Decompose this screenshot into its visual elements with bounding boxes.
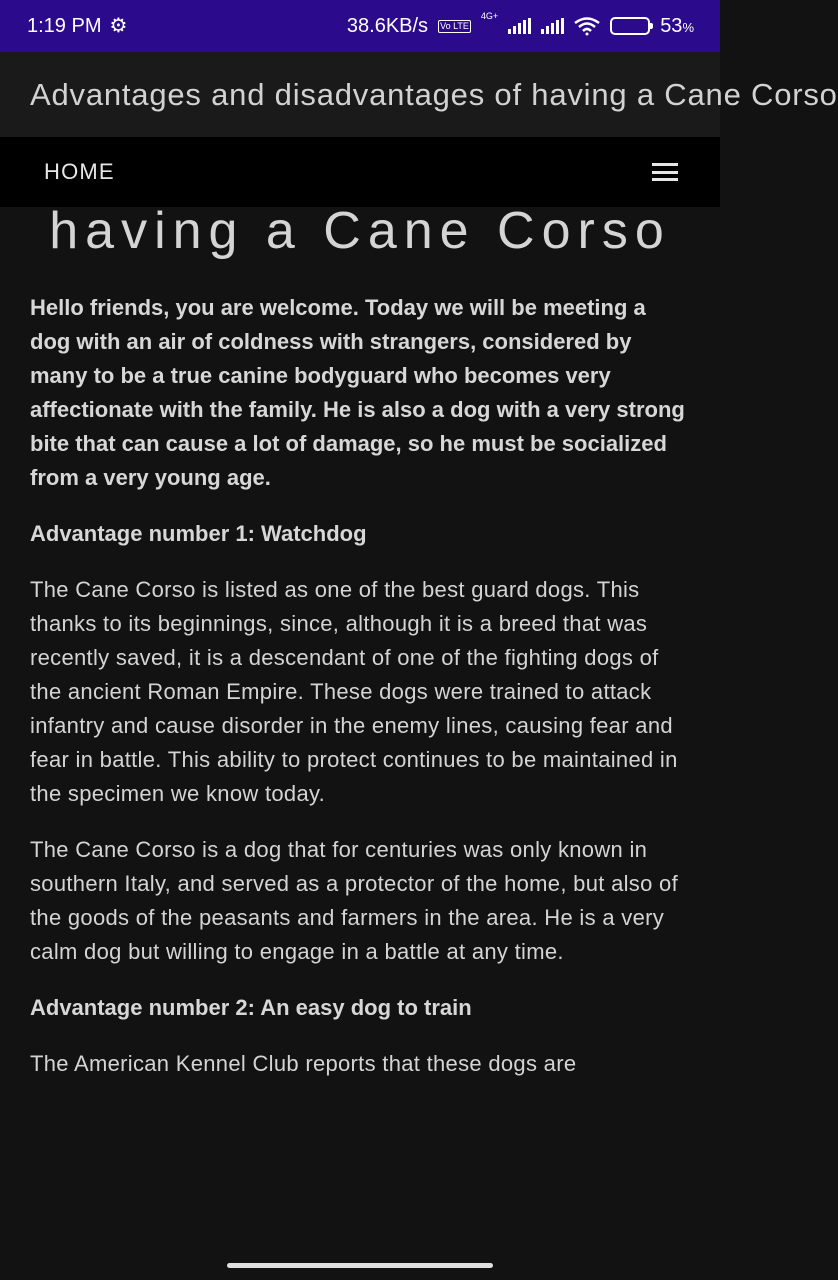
advantage-2-paragraph-1: The American Kennel Club reports that these dogs are xyxy=(30,1051,577,1076)
article-intro: Hello friends, you are welcome. Today we will be meeting a dog with an air of coldness with strangers, considered by many to be a true canine bodyguard who becomes very affectionate with the family. He is also a dog with a very strong bite that can cause a lot of damage, so he must be socialized from a very young age. xyxy=(30,295,685,490)
app-bar xyxy=(0,52,838,137)
battery-icon xyxy=(610,17,650,35)
article-title: having a Cane Corso xyxy=(49,202,671,260)
article-content[interactable] xyxy=(0,202,720,1252)
app-title: Advantages and disadvantages of having a Cane Corso xyxy=(30,76,838,112)
nav-home-link[interactable]: HOME xyxy=(44,159,115,184)
home-indicator[interactable] xyxy=(227,1263,493,1268)
status-right xyxy=(346,10,694,38)
battery-percent: 53% xyxy=(660,14,694,37)
advantage-1-paragraph-1: The Cane Corso is listed as one of the best guard dogs. This thanks to its beginnings, since, although it is a breed that was recently saved, it is a descendant of one of the fighting dogs of the ancient Roman Empire. These dogs were trained to attack infantry and cause disorder in the enemy lines, causing fear and fear in battle. This ability to protect continues to be maintained in the specimen we know today. xyxy=(30,577,678,806)
signal-icon-2 xyxy=(541,18,564,34)
net-speed: 38.6KB/s xyxy=(346,14,429,37)
advantage-1-heading: Advantage number 1: Watchdog xyxy=(30,521,367,546)
status-left xyxy=(27,15,127,38)
status-time: 1:19 PM xyxy=(27,14,102,37)
hamburger-menu-icon[interactable] xyxy=(652,163,678,181)
status-bar xyxy=(0,0,720,52)
network-type: 4G+ xyxy=(480,10,499,21)
volte-icon: Vo LTE xyxy=(440,20,469,31)
signal-icon xyxy=(508,18,531,34)
advantage-1-paragraph-2: The Cane Corso is a dog that for centuries was only known in southern Italy, and served as a protector of the home, but also of the goods of the peasants and farmers in the area. He is a very calm dog but willing to engage in a battle at any time. xyxy=(30,837,678,964)
advantage-2-heading: Advantage number 2: An easy dog to train xyxy=(30,995,472,1020)
wifi-icon xyxy=(574,17,600,35)
gear-icon: ⚙ xyxy=(109,15,128,37)
